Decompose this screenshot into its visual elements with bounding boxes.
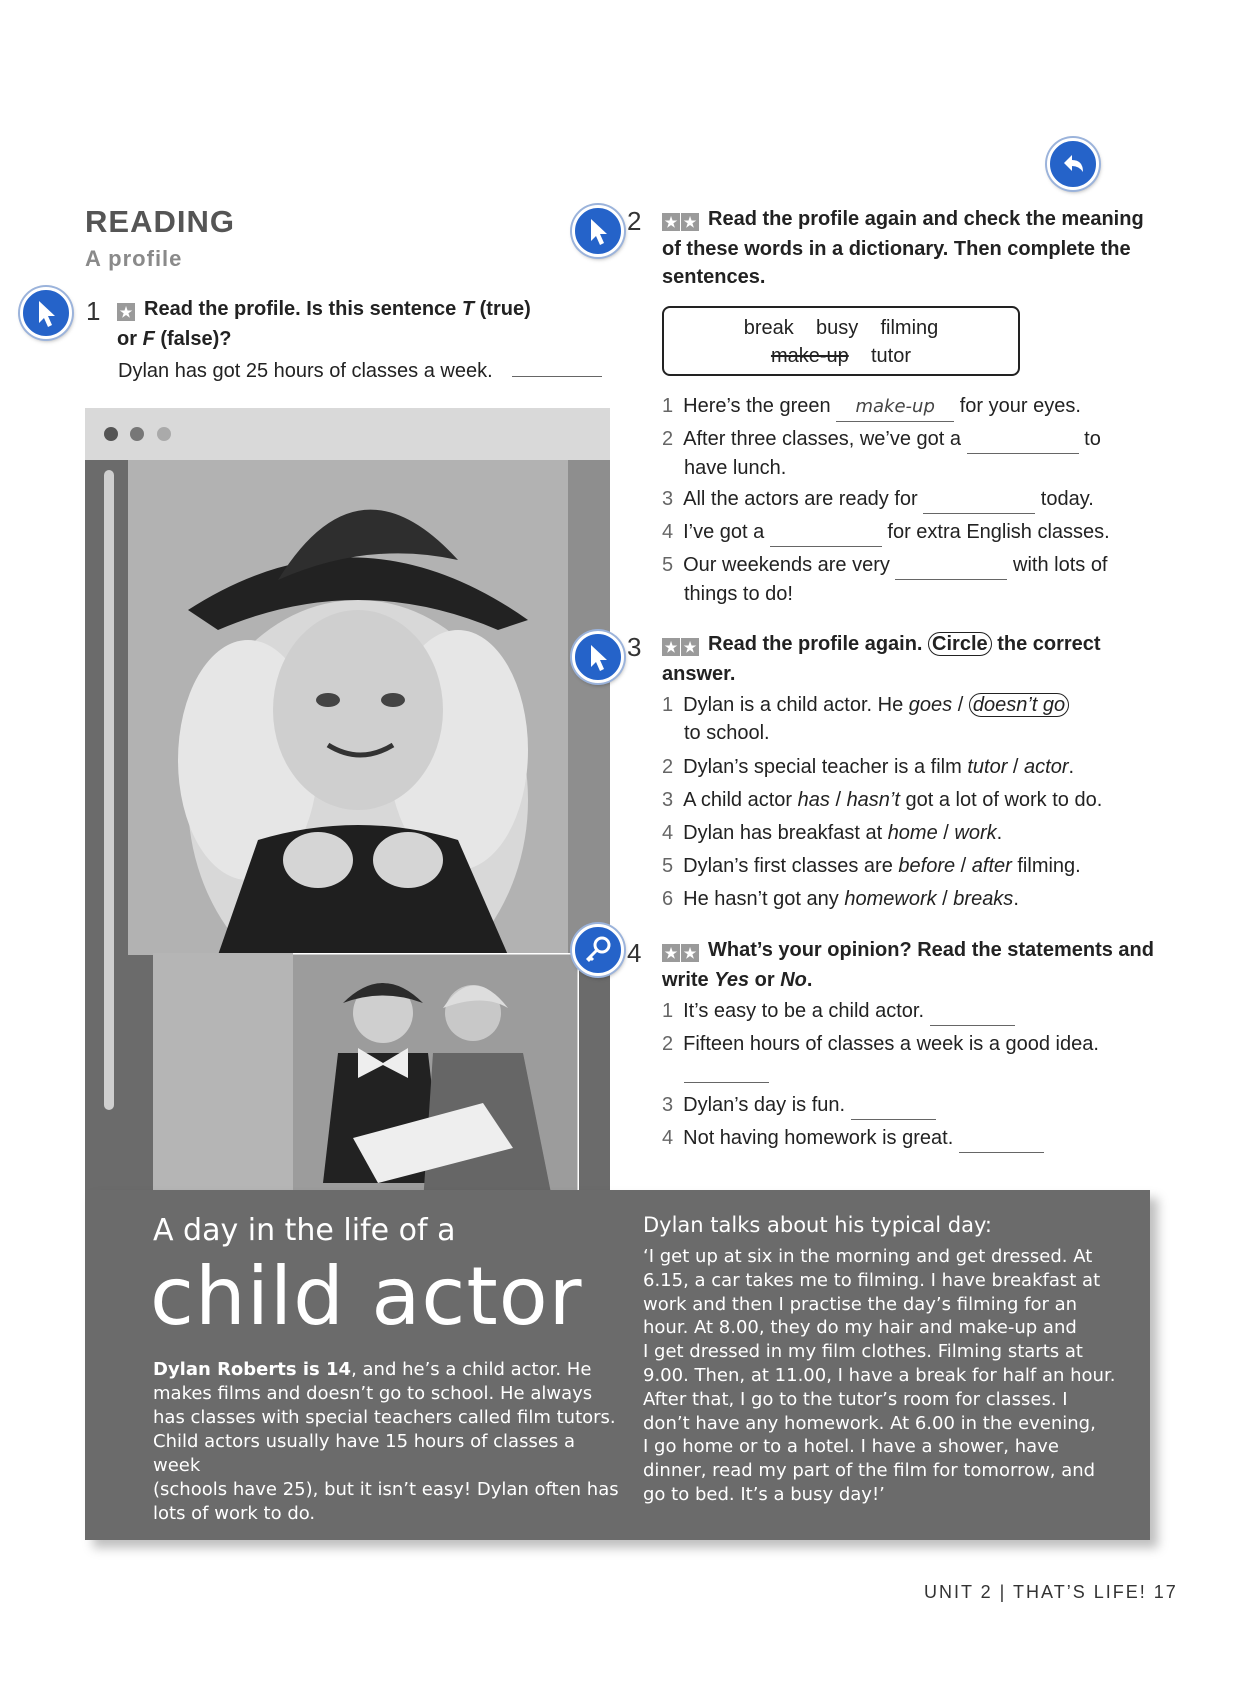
difficulty-stars: ★ ★ bbox=[662, 632, 700, 660]
answer-blank[interactable] bbox=[770, 518, 882, 547]
article-headline: child actor bbox=[150, 1250, 583, 1343]
option[interactable]: goes bbox=[908, 694, 953, 716]
exercise-4-item: 3 Dylan’s day is fun. bbox=[662, 1091, 936, 1120]
exercise-1-sentence: Dylan has got 25 hours of classes a week. bbox=[118, 360, 493, 382]
article-side-text: ‘I get up at six in the morning and get dressed. At 6.15, a car takes me to filming. I have breakfast at work and then I practise the day’s filming for an hour. At 8.00, they do my hair and make-up and I get dressed in my film clothes. Filming starts at 9.00. Then, at 11.00, I have a break for half an hour. After that, I go to the tutor’s room for classes. I don’t have any homework. At 6.00 in the evening, I go home or to a hotel. I have a shower, have dinner, read my part of the film for tomorrow, and go to bed. It’s a busy day!’ bbox=[643, 1246, 1116, 1505]
cursor-icon bbox=[23, 290, 69, 336]
option[interactable]: tutor bbox=[967, 756, 1008, 778]
answer-blank[interactable] bbox=[684, 1082, 769, 1083]
answer-blank[interactable] bbox=[959, 1124, 1044, 1153]
answer-blank[interactable] bbox=[923, 485, 1035, 514]
exercise-2-item: 4 I’ve got a for extra English classes. bbox=[662, 518, 1110, 547]
option[interactable]: actor bbox=[1024, 756, 1069, 778]
option[interactable]: home bbox=[887, 822, 938, 844]
article-intro: Dylan Roberts is 14, and he’s a child actor. He makes films and doesn’t go to school. He always has classes with special teachers called film tutors. Child actors usually have 15 hours of classes a week (schools have 25), but it isn’t easy! Dylan often has lots of work to do. bbox=[153, 1359, 619, 1524]
article-side-title: Dylan talks about his typical day: bbox=[643, 1213, 992, 1237]
difficulty-stars: ★ ★ bbox=[662, 938, 700, 966]
difficulty-stars: ★ bbox=[117, 297, 136, 325]
scrollbar[interactable] bbox=[104, 470, 114, 1110]
difficulty-stars: ★ ★ bbox=[662, 207, 700, 235]
exercise-3-item: 5 Dylan’s first classes are before / after filming. bbox=[662, 855, 1081, 877]
undo-arrow-icon bbox=[1050, 141, 1096, 187]
option[interactable]: homework bbox=[844, 888, 937, 910]
exercise-1-instruction: ★ Read the profile. Is this sentence T (true) or F (false)? bbox=[117, 298, 531, 350]
option-circled[interactable]: doesn’t go bbox=[969, 693, 1069, 717]
page-footer: UNIT 2 | THAT’S LIFE! 17 bbox=[924, 1582, 1178, 1602]
option[interactable]: hasn’t bbox=[846, 789, 900, 811]
answer-blank[interactable]: make-up bbox=[836, 392, 954, 422]
exercise-1-pointer-button[interactable] bbox=[20, 287, 72, 339]
exercise-4-item: 1 It’s easy to be a child actor. bbox=[662, 997, 1015, 1026]
window-dot bbox=[157, 427, 171, 441]
option[interactable]: breaks bbox=[953, 888, 1014, 910]
exercise-3-instruction: ★ ★ Read the profile again. Circle the correct answer. bbox=[662, 633, 1101, 685]
option[interactable]: after bbox=[971, 855, 1012, 877]
exercise-1-answer-blank[interactable] bbox=[512, 376, 602, 377]
exercise-2-instruction: ★ ★ Read the profile again and check the meaning of these words in a dictionary. Then complete the sentences. bbox=[662, 208, 1144, 288]
exercise-3-item: 2 Dylan’s special teacher is a film tutor / actor. bbox=[662, 756, 1075, 778]
article-kicker: A day in the life of a bbox=[153, 1213, 456, 1248]
exercise-number: 1 bbox=[86, 296, 101, 326]
answer-blank[interactable] bbox=[967, 425, 1079, 454]
section-title: READING bbox=[85, 204, 235, 239]
exercise-3-item: 4 Dylan has breakfast at home / work. bbox=[662, 822, 1003, 844]
window-dot bbox=[130, 427, 144, 441]
exercise-4-key-button[interactable] bbox=[572, 924, 624, 976]
main-photo bbox=[128, 460, 610, 955]
exercise-4-item: 2 Fifteen hours of classes a week is a good idea. bbox=[662, 1033, 1099, 1055]
exercise-3-item: 1 Dylan is a child actor. He goes / doesn’t go to school. bbox=[662, 691, 1069, 747]
exercise-3-item: 3 A child actor has / hasn’t got a lot of work to do. bbox=[662, 789, 1103, 811]
inset-photo bbox=[153, 953, 579, 1203]
exercise-number: 3 bbox=[627, 632, 642, 662]
key-icon bbox=[575, 927, 621, 973]
option[interactable]: before bbox=[898, 855, 956, 877]
exercise-2-item: 2 After three classes, we’ve got a to have lunch. bbox=[662, 425, 1101, 482]
answer-blank[interactable] bbox=[930, 997, 1015, 1026]
exercise-number: 2 bbox=[627, 206, 642, 236]
exercise-2-item: 1 Here’s the green make-up for your eyes. bbox=[662, 392, 1081, 422]
exercise-4-instruction: ★ ★ What’s your opinion? Read the statements and write Yes or No. bbox=[662, 939, 1154, 991]
answer-blank[interactable] bbox=[851, 1091, 936, 1120]
exercise-3-pointer-button[interactable] bbox=[572, 631, 624, 683]
exercise-2-item: 5 Our weekends are very with lots of things to do! bbox=[662, 551, 1108, 608]
exercise-3-item: 6 He hasn’t got any homework / breaks. bbox=[662, 888, 1019, 910]
cursor-icon bbox=[575, 208, 621, 254]
exercise-2-item: 3 All the actors are ready for today. bbox=[662, 485, 1094, 514]
exercise-4-item: 4 Not having homework is great. bbox=[662, 1124, 1044, 1153]
back-button[interactable] bbox=[1047, 138, 1099, 190]
exercise-2-pointer-button[interactable] bbox=[572, 205, 624, 257]
answer-blank[interactable] bbox=[895, 551, 1007, 580]
section-subtitle: A profile bbox=[85, 246, 183, 271]
window-dot bbox=[104, 427, 118, 441]
option[interactable]: work bbox=[954, 822, 997, 844]
word-box: break busy filming make-up tutor bbox=[662, 306, 1020, 376]
exercise-number: 4 bbox=[627, 938, 642, 968]
option[interactable]: has bbox=[797, 789, 830, 811]
cursor-icon bbox=[575, 634, 621, 680]
